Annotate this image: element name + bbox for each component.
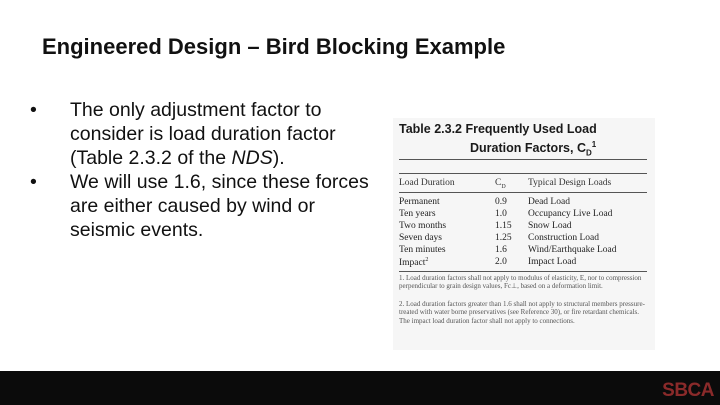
- cell-duration: Ten years: [399, 209, 436, 219]
- table-row: [399, 221, 647, 231]
- header-typical-loads: Typical Design Loads: [528, 178, 612, 188]
- cell-load: Impact Load: [528, 257, 577, 267]
- bullet-text: We will use 1.6, since these forces are either caused by wind or seismic events.: [70, 171, 369, 241]
- footer-bar: [0, 371, 720, 405]
- cell-cd: 2.0: [495, 257, 507, 267]
- cell-cd: 1.25: [495, 233, 512, 243]
- table-header-row: [399, 178, 647, 190]
- cell-load: Construction Load: [528, 233, 599, 243]
- cell-load: Dead Load: [528, 197, 570, 207]
- table-rule: [399, 271, 647, 272]
- cell-duration: Two months: [399, 221, 447, 231]
- cell-load: Occupancy Live Load: [528, 209, 613, 219]
- cell-cd: 1.6: [495, 245, 507, 255]
- table-row: [399, 257, 647, 268]
- load-duration-table-image: [393, 118, 655, 350]
- table-title: Table 2.3.2 Frequently Used Load Duration Factors, $C_D^1$: [399, 122, 597, 158]
- bullet-item: [30, 170, 375, 242]
- cell-load: Snow Load: [528, 221, 572, 231]
- cell-cd: 0.9: [495, 197, 507, 207]
- bullet-item: [30, 98, 375, 170]
- table-rule: [399, 159, 647, 160]
- table-row: [399, 233, 647, 243]
- bullet-marker: •: [30, 99, 37, 121]
- table-footnote: 2. Load duration factors greater than 1.6 shall not apply to structural members pressure-treated with water borne preservatives (see Reference 30), or fire retardant chemicals. The impact load duration factor shall not apply to connections.: [399, 300, 645, 325]
- bullet-text: The only adjustment factor to consider is load duration factor (Table 2.3.2 of the NDS).: [70, 99, 336, 169]
- cell-duration: Seven days: [399, 233, 443, 243]
- table-row: [399, 197, 647, 207]
- table-rule: [399, 192, 647, 193]
- table-row: [399, 245, 647, 255]
- header-load-duration: Load Duration: [399, 178, 455, 188]
- bullet-list: [30, 98, 375, 242]
- table-footnote: 1. Load duration factors shall not apply to modulus of elasticity, E, nor to compression perpendicular to grain design values, Fc⊥, based on a deformation limit.: [399, 274, 642, 291]
- cell-cd: 1.0: [495, 209, 507, 219]
- cell-load: Wind/Earthquake Load: [528, 245, 617, 255]
- cell-duration: Permanent: [399, 197, 440, 207]
- table-rule: [399, 173, 647, 174]
- table-row: [399, 209, 647, 219]
- cell-duration: Impact$^2$: [399, 257, 429, 269]
- header-cd: $C_D$: [495, 178, 506, 190]
- cell-duration: Ten minutes: [399, 245, 446, 255]
- sbca-logo: SBCA: [662, 380, 714, 401]
- cell-cd: 1.15: [495, 221, 512, 231]
- slide-title: Engineered Design – Bird Blocking Example: [42, 34, 506, 59]
- bullet-marker: •: [30, 171, 37, 193]
